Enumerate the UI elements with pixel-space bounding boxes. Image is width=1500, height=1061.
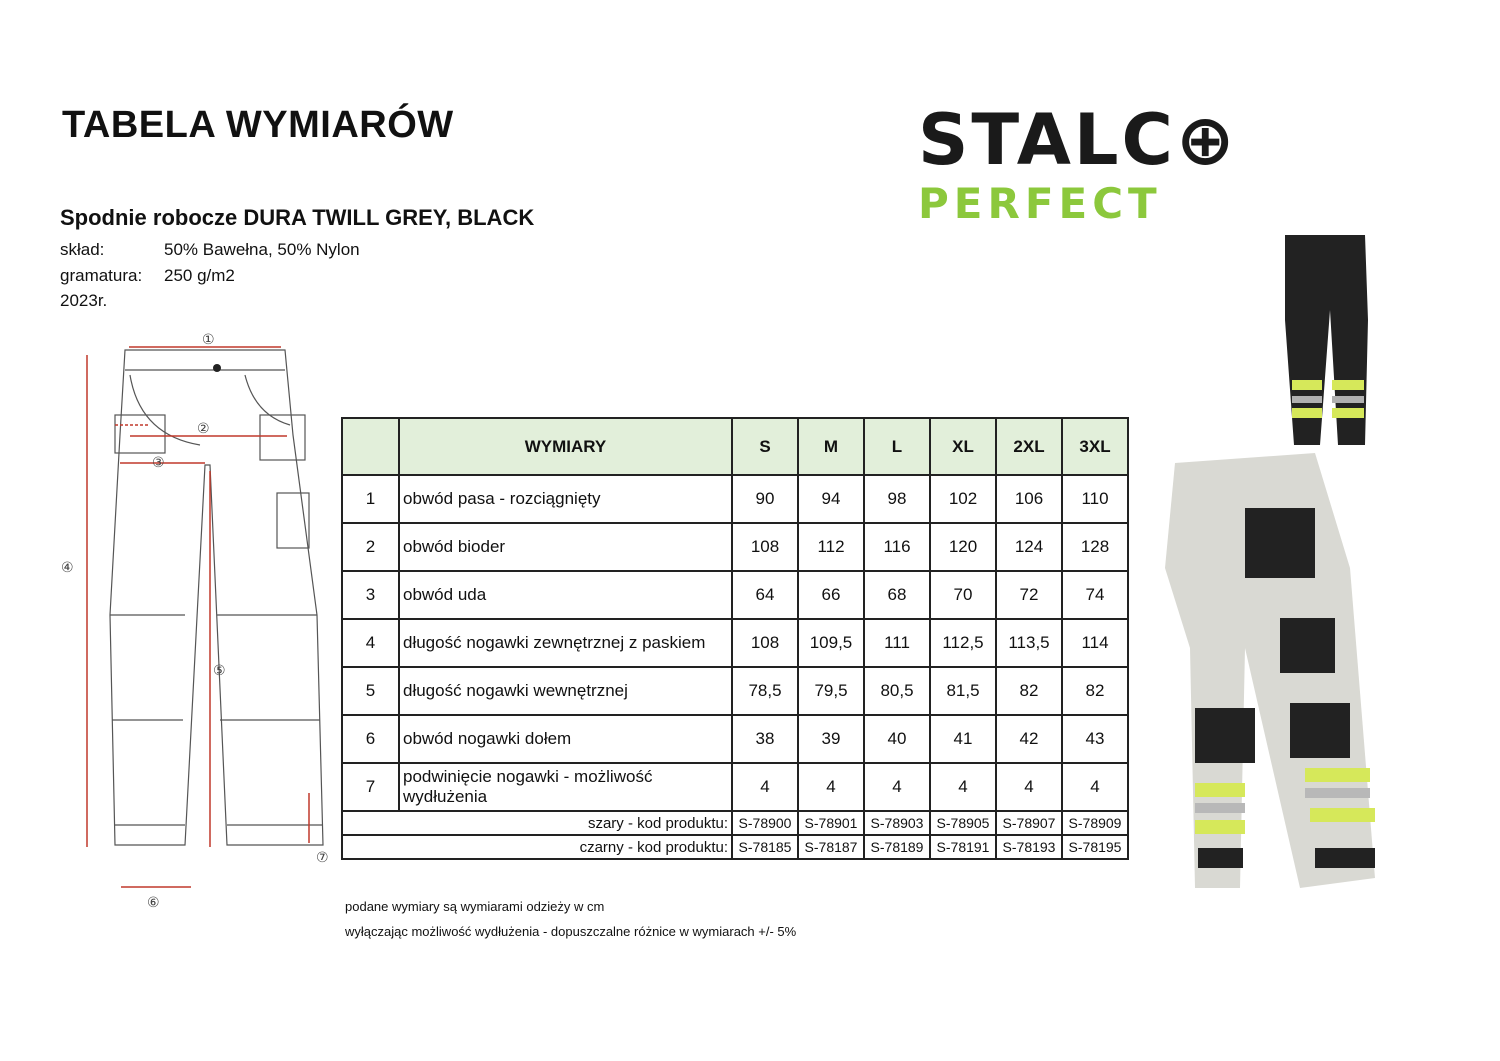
table-row xyxy=(342,667,1128,715)
header-size: L xyxy=(864,418,930,475)
table-row xyxy=(342,475,1128,523)
cell-value: 4 xyxy=(930,763,996,811)
cell-value: 106 xyxy=(996,475,1062,523)
product-code: S-78193 xyxy=(996,835,1062,859)
cell-value: 42 xyxy=(996,715,1062,763)
cell-value: 66 xyxy=(798,571,864,619)
table-row xyxy=(342,763,1128,811)
spec-value-composition: 50% Bawełna, 50% Nylon xyxy=(164,240,360,259)
spec-label-weight: gramatura: xyxy=(60,266,143,285)
product-code: S-78901 xyxy=(798,811,864,835)
cell-value: 113,5 xyxy=(996,619,1062,667)
row-name: obwód bioder xyxy=(399,523,732,571)
header-size: 2XL xyxy=(996,418,1062,475)
code-label-black: czarny - kod produktu: xyxy=(342,835,732,859)
row-num: 3 xyxy=(342,571,399,619)
product-code: S-78903 xyxy=(864,811,930,835)
table-row xyxy=(342,619,1128,667)
cell-value: 112 xyxy=(798,523,864,571)
cell-value: 39 xyxy=(798,715,864,763)
code-row-grey xyxy=(342,811,1128,835)
row-num: 1 xyxy=(342,475,399,523)
header-size: S xyxy=(732,418,798,475)
table-row xyxy=(342,715,1128,763)
cell-value: 4 xyxy=(732,763,798,811)
cell-value: 109,5 xyxy=(798,619,864,667)
row-num: 4 xyxy=(342,619,399,667)
cell-value: 108 xyxy=(732,523,798,571)
header-size: 3XL xyxy=(1062,418,1128,475)
table-row xyxy=(342,523,1128,571)
cell-value: 72 xyxy=(996,571,1062,619)
cell-value: 116 xyxy=(864,523,930,571)
cell-value: 90 xyxy=(732,475,798,523)
cell-value: 82 xyxy=(1062,667,1128,715)
product-code: S-78907 xyxy=(996,811,1062,835)
cell-value: 4 xyxy=(996,763,1062,811)
cell-value: 70 xyxy=(930,571,996,619)
page-title: TABELA WYMIARÓW xyxy=(62,104,454,146)
marker-1: ① xyxy=(202,332,215,348)
cell-value: 98 xyxy=(864,475,930,523)
row-num: 7 xyxy=(342,763,399,811)
code-row-black xyxy=(342,835,1128,859)
cell-value: 79,5 xyxy=(798,667,864,715)
brand-logo: STALC⊕ xyxy=(918,99,1238,181)
cell-value: 64 xyxy=(732,571,798,619)
size-table xyxy=(341,417,1129,860)
row-name: obwód nogawki dołem xyxy=(399,715,732,763)
spec-value-weight: 250 g/m2 xyxy=(164,266,235,285)
marker-6: ⑥ xyxy=(147,895,160,911)
header-dimensions: WYMIARY xyxy=(399,418,732,475)
row-name: obwód pasa - rozciągnięty xyxy=(399,475,732,523)
cell-value: 43 xyxy=(1062,715,1128,763)
cell-value: 68 xyxy=(864,571,930,619)
table-header-row xyxy=(342,418,1128,475)
cell-value: 111 xyxy=(864,619,930,667)
product-photo-grey xyxy=(1150,448,1385,898)
cell-value: 82 xyxy=(996,667,1062,715)
brand-logo-sub: PERFECT xyxy=(918,179,1162,228)
cell-value: 108 xyxy=(732,619,798,667)
marker-2: ② xyxy=(197,421,210,437)
cell-value: 74 xyxy=(1062,571,1128,619)
product-name: Spodnie robocze DURA TWILL GREY, BLACK xyxy=(60,205,535,230)
row-name: długość nogawki wewnętrznej xyxy=(399,667,732,715)
marker-5: ⑤ xyxy=(213,663,226,679)
cell-value: 4 xyxy=(864,763,930,811)
row-num: 5 xyxy=(342,667,399,715)
product-code: S-78900 xyxy=(732,811,798,835)
product-code: S-78189 xyxy=(864,835,930,859)
marker-4: ④ xyxy=(61,560,74,576)
cell-value: 110 xyxy=(1062,475,1128,523)
product-code: S-78185 xyxy=(732,835,798,859)
year-label: 2023r. xyxy=(60,291,108,310)
product-code: S-78195 xyxy=(1062,835,1128,859)
row-name: długość nogawki zewnętrznej z paskiem xyxy=(399,619,732,667)
header-size: M xyxy=(798,418,864,475)
marker-3: ③ xyxy=(152,455,165,471)
product-code: S-78905 xyxy=(930,811,996,835)
row-num: 2 xyxy=(342,523,399,571)
spec-label-composition: skład: xyxy=(60,240,105,259)
cell-value: 124 xyxy=(996,523,1062,571)
header-num xyxy=(342,418,399,475)
cell-value: 128 xyxy=(1062,523,1128,571)
cell-value: 114 xyxy=(1062,619,1128,667)
note-units: podane wymiary są wymiarami odzieży w cm xyxy=(345,899,605,914)
cell-value: 4 xyxy=(1062,763,1128,811)
row-name: podwinięcie nogawki - możliwość wydłużenia xyxy=(399,763,732,811)
cell-value: 78,5 xyxy=(732,667,798,715)
cell-value: 38 xyxy=(732,715,798,763)
table-row xyxy=(342,571,1128,619)
product-photo-black xyxy=(1280,230,1370,450)
row-name: obwód uda xyxy=(399,571,732,619)
cell-value: 81,5 xyxy=(930,667,996,715)
note-tolerance: wyłączając możliwość wydłużenia - dopuszczalne różnice w wymiarach +/- 5% xyxy=(345,924,797,939)
product-code: S-78187 xyxy=(798,835,864,859)
cell-value: 40 xyxy=(864,715,930,763)
code-label-grey: szary - kod produktu: xyxy=(342,811,732,835)
marker-7: ⑦ xyxy=(316,850,329,866)
cell-value: 112,5 xyxy=(930,619,996,667)
pants-technical-drawing xyxy=(55,325,335,915)
cell-value: 102 xyxy=(930,475,996,523)
product-code: S-78191 xyxy=(930,835,996,859)
cell-value: 4 xyxy=(798,763,864,811)
cell-value: 41 xyxy=(930,715,996,763)
header-size: XL xyxy=(930,418,996,475)
product-code: S-78909 xyxy=(1062,811,1128,835)
row-num: 6 xyxy=(342,715,399,763)
cell-value: 120 xyxy=(930,523,996,571)
cell-value: 94 xyxy=(798,475,864,523)
cell-value: 80,5 xyxy=(864,667,930,715)
